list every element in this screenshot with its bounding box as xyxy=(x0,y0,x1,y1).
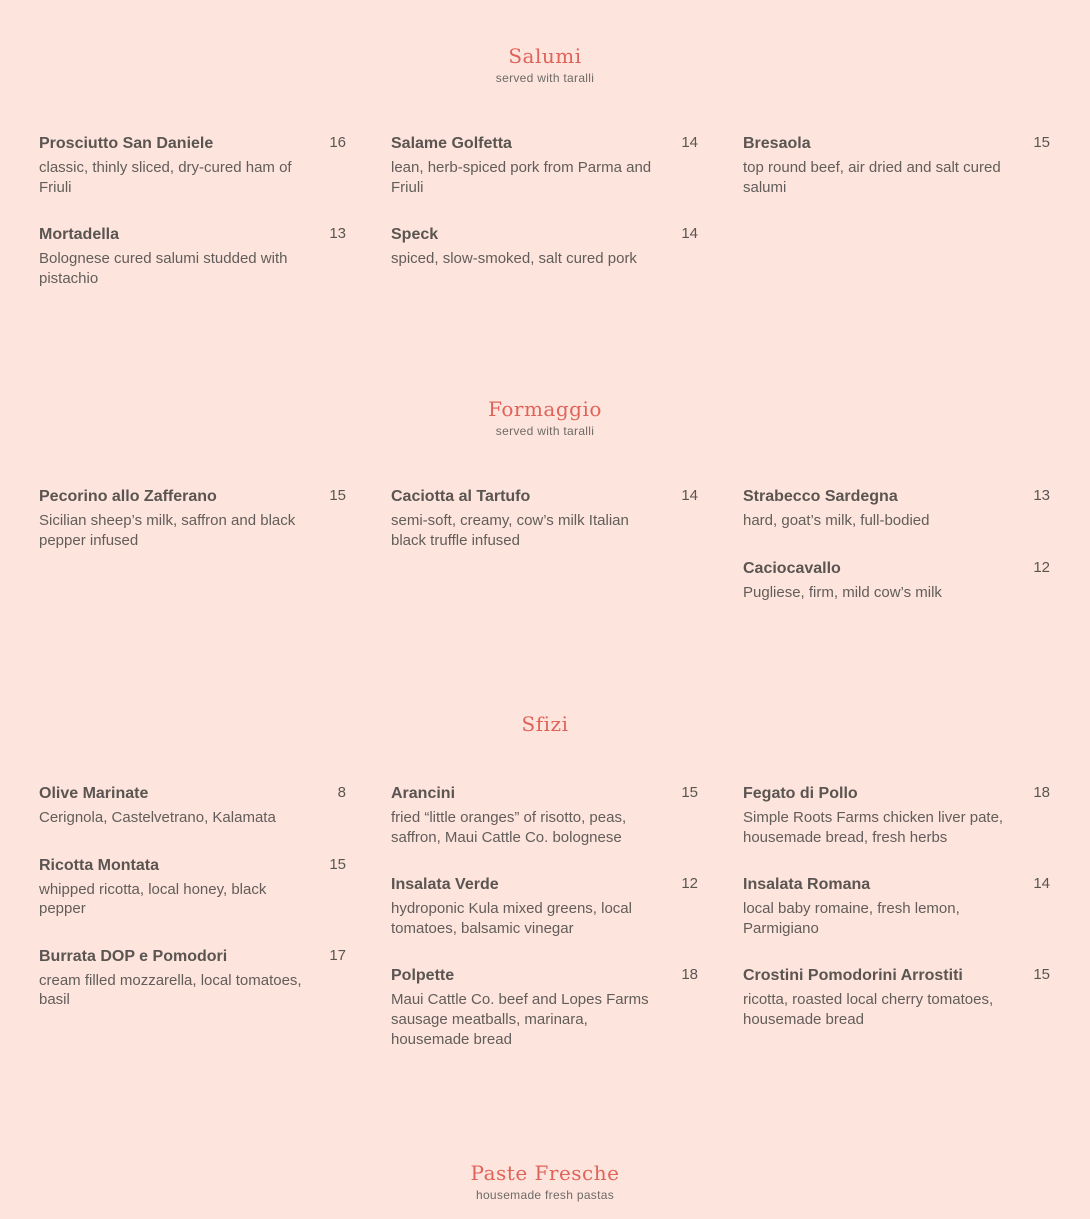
item-name: Insalata Verde xyxy=(391,876,499,894)
item-name: Fegato di Pollo xyxy=(743,785,858,802)
menu-item xyxy=(391,134,699,197)
menu-column xyxy=(39,134,347,316)
item-price: 13 xyxy=(329,225,346,243)
item-description: Simple Roots Farms chicken liver pate, housemade bread, fresh herbs xyxy=(743,809,1004,846)
section-title: Salumi xyxy=(508,44,582,68)
menu-item xyxy=(391,225,699,269)
item-price: 14 xyxy=(681,134,698,151)
item-price: 15 xyxy=(1033,134,1050,151)
menu-column xyxy=(39,487,347,578)
section-header xyxy=(0,712,1090,736)
section-formaggio xyxy=(0,397,1090,601)
menu-column xyxy=(391,784,699,1077)
item-name: Pecorino allo Zafferano xyxy=(39,488,217,505)
item-description: Cerignola, Castelvetrano, Kalamata xyxy=(39,809,276,826)
item-price: 15 xyxy=(681,784,698,801)
menu-column xyxy=(743,134,1051,225)
item-name: Strabecco Sardegna xyxy=(743,488,898,505)
section-subtitle: housemade fresh pastas xyxy=(475,1188,614,1202)
item-price: 14 xyxy=(1033,875,1050,893)
menu-item xyxy=(743,784,1051,847)
item-description: top round beef, air dried and salt cured salumi xyxy=(743,159,1001,196)
item-name: Salame Golfetta xyxy=(391,135,512,152)
item-price: 18 xyxy=(1033,784,1050,801)
item-price: 8 xyxy=(337,784,346,801)
menu-item xyxy=(743,559,1051,603)
menu-item xyxy=(743,966,1051,1029)
menu-item xyxy=(743,875,1051,938)
item-name: Arancini xyxy=(391,785,456,802)
item-name: Olive Marinate xyxy=(39,785,149,802)
item-price: 15 xyxy=(329,487,346,504)
item-price: 18 xyxy=(681,966,698,984)
item-description: ricotta, roasted local cherry tomatoes, housemade bread xyxy=(743,991,994,1028)
item-description: spiced, slow-smoked, salt cured pork xyxy=(391,250,637,268)
menu-item xyxy=(743,487,1051,531)
item-price: 15 xyxy=(329,855,346,873)
item-name: Speck xyxy=(391,226,439,244)
section-subtitle: served with taralli xyxy=(495,71,595,85)
item-description: classic, thinly sliced, dry-cured ham of Friuli xyxy=(39,159,292,196)
item-description: hydroponic Kula mixed greens, local tomatoes, balsamic vinegar xyxy=(391,900,632,937)
menu-item xyxy=(391,487,699,550)
menu-item xyxy=(39,947,347,1010)
menu-column xyxy=(391,134,699,297)
menu-column xyxy=(391,487,699,578)
item-name: Burrata DOP e Pomodori xyxy=(39,947,228,965)
item-description: semi-soft, creamy, cow’s milk Italian black truffle infused xyxy=(391,512,629,549)
menu-item xyxy=(391,966,699,1049)
item-price: 12 xyxy=(681,875,698,893)
item-name: Prosciutto San Daniele xyxy=(39,135,214,152)
menu-item xyxy=(391,784,699,847)
item-name: Crostini Pomodorini Arrostiti xyxy=(743,967,963,985)
menu-item xyxy=(39,134,347,197)
item-name: Caciocavallo xyxy=(743,559,841,577)
item-price: 14 xyxy=(681,225,698,243)
item-description: Pugliese, firm, mild cow’s milk xyxy=(743,583,942,601)
section-sfizi xyxy=(0,712,1090,1048)
item-description: lean, herb-spiced pork from Parma and Friuli xyxy=(391,159,652,196)
section-title: Formaggio xyxy=(488,397,602,421)
item-description: Bolognese cured salumi studded with pistachio xyxy=(39,250,288,287)
item-price: 17 xyxy=(329,946,346,964)
item-description: whipped ricotta, local honey, black pepper xyxy=(39,880,267,918)
menu-item xyxy=(391,875,699,938)
item-name: Mortadella xyxy=(39,226,120,244)
section-salumi xyxy=(0,44,1090,287)
item-name: Polpette xyxy=(391,967,455,985)
section-header xyxy=(0,1161,1090,1203)
menu-item xyxy=(39,784,347,828)
section-subtitle: served with taralli xyxy=(495,424,595,438)
menu-item xyxy=(39,225,347,288)
item-description: Maui Cattle Co. beef and Lopes Farms sausage meatballs, marinara, housemade bread xyxy=(391,991,649,1048)
item-price: 14 xyxy=(681,487,698,504)
section-title: Paste Fresche xyxy=(470,1161,620,1185)
section-header xyxy=(0,397,1090,439)
menu-item xyxy=(39,856,347,919)
item-name: Caciotta al Tartufo xyxy=(391,488,531,505)
menu-column xyxy=(39,784,347,1038)
item-description: hard, goat’s milk, full-bodied xyxy=(743,512,930,529)
item-name: Bresaola xyxy=(743,135,811,152)
menu-item xyxy=(39,487,347,550)
item-price: 16 xyxy=(329,134,346,151)
menu-column xyxy=(743,487,1051,630)
section-paste-fresche xyxy=(0,1161,1090,1203)
item-price: 15 xyxy=(1033,966,1050,984)
item-description: fried “little oranges” of risotto, peas, saffron, Maui Cattle Co. bolognese xyxy=(391,809,627,846)
item-name: Insalata Romana xyxy=(743,876,871,894)
section-header xyxy=(0,44,1090,86)
section-title: Sfizi xyxy=(521,712,569,736)
item-price: 12 xyxy=(1033,558,1050,576)
item-description: cream filled mozzarella, local tomatoes, basil xyxy=(39,971,302,1009)
item-price: 13 xyxy=(1033,487,1050,504)
item-name: Ricotta Montata xyxy=(39,856,159,874)
item-description: Sicilian sheep’s milk, saffron and black pepper infused xyxy=(39,512,296,549)
item-description: local baby romaine, fresh lemon, Parmigiano xyxy=(743,900,960,937)
menu-column xyxy=(743,784,1051,1058)
menu-item xyxy=(743,134,1051,197)
